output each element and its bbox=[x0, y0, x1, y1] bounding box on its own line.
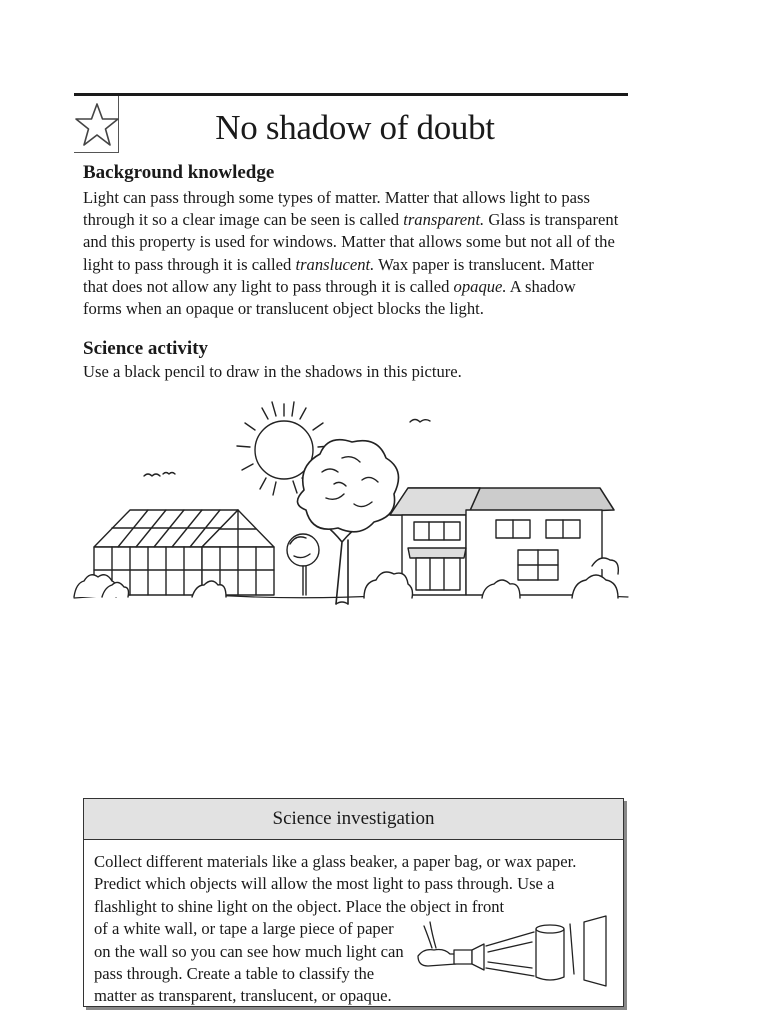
activity-heading: Science activity bbox=[83, 338, 209, 359]
house-drawing bbox=[390, 488, 614, 595]
star-icon bbox=[75, 101, 119, 151]
activity-instruction: Use a black pencil to draw in the shadows in this picture. bbox=[83, 362, 462, 381]
background-line-3: and this property is used for windows. Matter that allows some but not all of the bbox=[83, 232, 615, 252]
investigation-line: of a white wall, or tape a large piece of paper bbox=[94, 919, 394, 939]
garden-scene-illustration bbox=[72, 392, 632, 612]
beaker-icon bbox=[536, 925, 564, 933]
greenhouse-drawing bbox=[94, 510, 274, 595]
page-title: No shadow of doubt bbox=[215, 108, 495, 147]
flashlight-icon bbox=[454, 950, 472, 964]
investigation-line: matter as transparent, translucent, or opaque. bbox=[94, 986, 392, 1006]
investigation-line: Collect different materials like a glass beaker, a paper bag, or wax paper. bbox=[94, 852, 577, 871]
flashlight-beaker-wall-illustration bbox=[414, 914, 614, 994]
investigation-heading: Science investigation bbox=[84, 799, 623, 840]
term-opaque: opaque. bbox=[453, 276, 507, 296]
term-transparent: transparent. bbox=[403, 210, 485, 230]
background-line-2: through it so a clear image can be seen is called transparent. Glass is transparent bbox=[83, 210, 619, 230]
background-heading: Background knowledge bbox=[83, 162, 275, 183]
hand-icon bbox=[418, 950, 456, 967]
background-line-5: that does not allow any light to pass through it is called opaque. A shadow bbox=[83, 276, 576, 296]
investigation-line: flashlight to shine light on the object. Place the object in front bbox=[94, 896, 505, 916]
investigation-box bbox=[83, 798, 624, 1007]
top-rule bbox=[74, 93, 628, 96]
background-line-4: light to pass through it is called translucent. Wax paper is translucent. Matter bbox=[83, 254, 594, 274]
investigation-line: on the wall so you can see how much light can bbox=[94, 941, 404, 961]
star-box bbox=[74, 96, 119, 153]
investigation-line: Predict which objects will allow the most light to pass through. Use a bbox=[94, 874, 555, 894]
background-text bbox=[83, 187, 628, 320]
background-line-6: forms when an opaque or translucent object blocks the light. bbox=[83, 299, 484, 319]
background-line-1: Light can pass through some types of matter. Matter that allows light to pass bbox=[83, 188, 590, 207]
investigation-line: pass through. Create a table to classify the bbox=[94, 964, 375, 984]
small-tree-drawing bbox=[287, 534, 319, 595]
term-translucent: translucent. bbox=[295, 254, 375, 274]
wall-panel-icon bbox=[584, 916, 606, 986]
